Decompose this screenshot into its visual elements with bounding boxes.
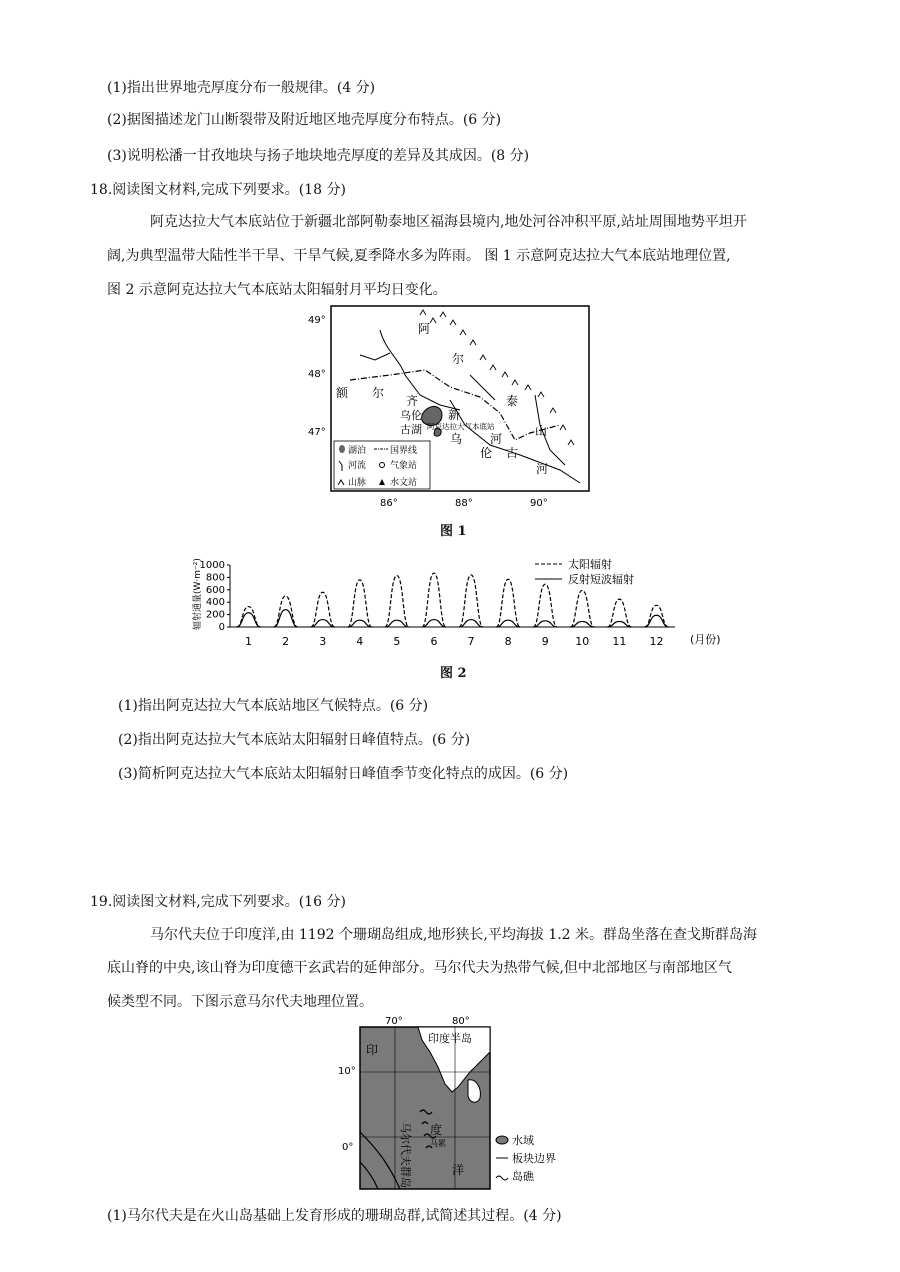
label-river2: 河 [536,462,549,476]
q18-stem: 18.阅读图文材料,完成下列要求。(18 分) [90,182,346,198]
x-tick-label: 10 [575,635,590,648]
q18-sub2: (2)指出阿克达拉大气本底站太阳辐射日峰值特点。(6 分) [118,732,471,748]
x-tick-label: 4 [356,635,364,648]
solar-radiation-curve [608,599,632,627]
x-tick-label: 1 [245,635,253,648]
solar-radiation-curve [422,573,446,627]
q18-sub3: (3)简析阿克达拉大气本底站太阳辐射日峰值季节变化特点的成因。(6 分) [118,766,569,782]
label-lun: 伦 [480,446,493,460]
label-male: 马累 [430,1139,446,1148]
label-tai: 泰 [506,394,519,408]
label-er2: 尔 [372,386,385,400]
x-tick-label: 5 [393,635,401,648]
reflected-radiation-curve [237,613,261,627]
lon-label-86: 86° [380,498,398,509]
x-tick-label: 3 [319,635,327,648]
label-xin: 新 [448,408,461,422]
x-tick-label: 9 [541,635,549,648]
lon-label-90: 90° [530,498,548,509]
q19-stem: 19.阅读图文材料,完成下列要求。(16 分) [90,894,346,910]
label-er1: 尔 [452,352,465,366]
label-station: 阿克达拉大气本底站 [427,422,495,431]
figure1-caption: 图 1 [440,524,467,539]
lon-label-70: 70° [385,1016,403,1027]
q18-text-line3: 图 2 示意阿克达拉大气本底站太阳辐射月平均日变化。 [107,282,447,298]
legend-solar: 太阳辐射 [568,558,612,571]
q19-text-line1: 马尔代夫位于印度洋,由 1192 个珊瑚岛组成,地形狭长,平均海拔 1.2 米。群岛坐落在查戈斯群岛海 [150,927,758,943]
label-yang: 洋 [452,1163,465,1177]
solar-radiation-curve [385,576,409,627]
label-he: 河 [490,432,503,446]
q17-sub3: (3)说明松潘一甘孜地块与扬子地块地壳厚度的差异及其成因。(8 分) [107,148,530,164]
legend-lake: 湖泊 [348,446,367,456]
q18-text-line1: 阿克达拉大气本底站位于新疆北部阿勒泰地区福海县境内,地处河谷冲积平原,站址周围地势平坦开 [150,214,747,230]
x-tick-label: 7 [467,635,475,648]
x-tick-label: 12 [649,635,664,648]
legend-reflect: 反射短波辐射 [568,573,634,586]
x-tick-label: 6 [430,635,438,648]
label-yin: 印 [366,1043,379,1057]
figure2-caption: 图 2 [440,666,467,681]
q18-text-line2: 阔,为典型温带大陆性半干旱、干旱气候,夏季降水多为阵雨。 图 1 示意阿克达拉大气本底站地理位置, [107,248,731,264]
reflected-radiation-curve [274,610,298,627]
x-tick-label: 8 [504,635,512,648]
lon-label-80: 80° [452,1016,470,1027]
lat-label-10: 10° [338,1066,356,1077]
lon-label-88: 88° [455,498,473,509]
label-lake2: 古湖 [400,423,422,436]
q19-text-line2: 底山脊的中央,该山脊为印度德干玄武岩的延伸部分。马尔代夫为热带气候,但中北部地区与南部地区气 [107,960,732,976]
x-tick-label: 2 [282,635,290,648]
q17-sub1: (1)指出世界地壳厚度分布一般规律。(4 分) [107,80,376,96]
label-e: 额 [336,386,349,400]
q19-sub1: (1)马尔代夫是在火山岛基础上发育形成的珊瑚岛群,试简述其过程。(4 分) [107,1208,562,1224]
label-lake1: 乌伦 [400,409,422,422]
label-peninsula-1: 印度半岛 [428,1032,472,1045]
label-wu: 乌 [450,432,463,446]
chart-ylabel: 辐射通量(W·m⁻²) [193,558,203,630]
solar-radiation-curve [311,592,335,627]
lat-label-0: 0° [342,1142,354,1153]
figure2-chart [190,555,730,665]
legend-hydro-station: 水文站 [390,478,418,488]
y-tick-label: 0 [218,622,225,633]
label-shan: 山 [535,424,548,438]
legend-water: 水域 [512,1134,534,1147]
legend-weather-station: 气象站 [390,461,418,471]
figure1-map [308,305,590,509]
label-a: 阿 [418,322,431,336]
solar-radiation-curve [274,596,298,627]
q18-sub1: (1)指出阿克达拉大气本底站地区气候特点。(6 分) [118,698,429,714]
q17-sub2: (2)据图描述龙门山断裂带及附近地区地壳厚度分布特点。(6 分) [107,112,502,128]
y-tick-label: 1000 [199,560,225,571]
y-tick-label: 200 [205,609,225,621]
q19-text-line3: 候类型不同。下图示意马尔代夫地理位置。 [107,994,373,1010]
label-gu: 古 [506,446,519,460]
label-du: 度 [430,1123,443,1137]
legend-river: 河流 [348,461,367,471]
lat-label-48: 48° [308,369,326,380]
legend-mountain: 山脉 [348,478,367,488]
y-tick-label: 600 [205,584,225,596]
label-qi: 齐 [406,394,419,408]
x-unit: (月份) [690,633,721,646]
legend-reef: 岛礁 [512,1170,534,1183]
reflected-radiation-curve [645,615,669,627]
label-maldives: 马尔代夫群岛 [399,1122,412,1188]
lat-label-47: 47° [308,427,326,438]
lat-label-49: 49° [308,315,326,326]
legend-plate: 板块边界 [512,1152,556,1165]
x-tick-label: 11 [612,635,627,648]
maldives-map [330,1012,590,1192]
y-tick-label: 800 [205,572,225,584]
legend-border: 国界线 [390,446,418,456]
y-tick-label: 400 [205,597,225,609]
solar-radiation-curve [645,605,669,627]
